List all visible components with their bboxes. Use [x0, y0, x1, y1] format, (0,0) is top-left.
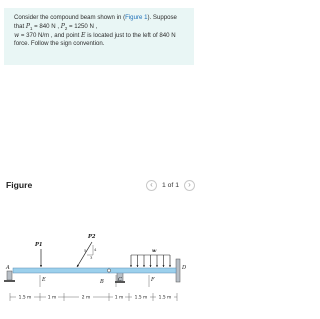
w-label: w [152, 248, 157, 254]
figure-title: Figure [6, 180, 33, 190]
beam-diagram [4, 227, 196, 303]
p1-subscript: 1 [29, 26, 33, 32]
point-e-label: E [42, 277, 46, 283]
fixed-wall-d [176, 259, 180, 282]
p1-symbol: P [25, 22, 30, 30]
slope-run-label: 3 [90, 255, 93, 260]
figure-link[interactable]: Figure 1 [125, 14, 148, 21]
point-b-label: B [100, 279, 104, 285]
point-f-label: F [151, 277, 155, 283]
pager-text: 1 of 1 [161, 181, 179, 189]
dim-bc: 1 m [114, 295, 124, 301]
p2-label: P2 [88, 234, 96, 240]
slope-triangle [87, 245, 93, 255]
e-symbol: E [81, 31, 86, 39]
w-symbol: w [14, 31, 20, 39]
w-value: = 370 N/m , and point [19, 31, 82, 39]
figure-pager [146, 179, 195, 191]
beam-ab [13, 268, 109, 273]
distributed-load-arrows [131, 255, 170, 267]
p2-subscript: 2 [64, 26, 68, 32]
p1-label: P1 [35, 242, 43, 248]
point-a-label: A [6, 265, 10, 271]
p1-value: = 840 N , [32, 22, 61, 30]
intro-end-text: ). Suppose that [14, 14, 177, 30]
p2-value: = 1250 N , [67, 22, 98, 30]
chevron-right-icon: › [188, 180, 191, 189]
problem-statement [4, 8, 194, 65]
point-d-label: D [182, 265, 187, 271]
dim-fd: 1.5 m [158, 295, 172, 301]
section-markers [40, 275, 149, 287]
intro-text: Consider the compound beam shown in ( [14, 14, 126, 21]
dim-p2-b: 2 m [81, 295, 91, 301]
hinge-b [107, 269, 110, 272]
prev-figure-button[interactable] [146, 180, 157, 191]
slope-rise-label: 4 [94, 247, 97, 252]
dimension-line [10, 293, 177, 301]
e-description: is located just to the left of 840 N force. Follow the sign convention. [14, 31, 176, 48]
dim-cf: 1.5 m [134, 295, 148, 301]
p2-symbol: P [60, 22, 65, 30]
next-figure-button[interactable] [184, 180, 195, 191]
dim-e-p2: 1 m [47, 295, 57, 301]
chevron-left-icon: ‹ [150, 180, 153, 189]
dim-ae: 1.5 m [18, 295, 32, 301]
point-c-label: C [118, 277, 122, 283]
slope-hyp-label: 5 [84, 248, 87, 253]
beam-bd [109, 268, 176, 273]
